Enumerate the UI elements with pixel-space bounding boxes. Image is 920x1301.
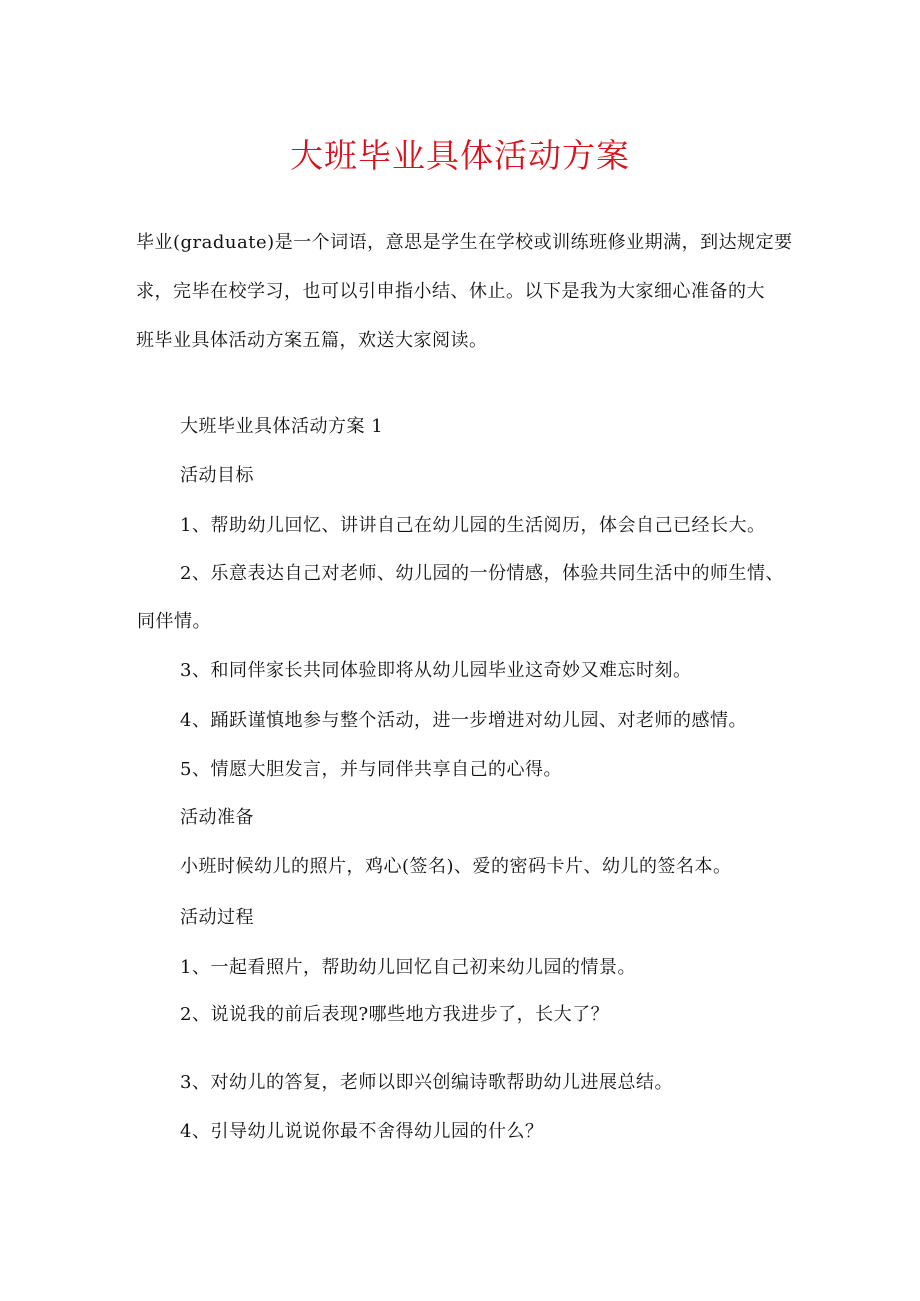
process-item: 1、一起看照片，帮助幼儿回忆自己初来幼儿园的情景。 [180, 957, 636, 978]
section-heading: 大班毕业具体活动方案 1 [180, 416, 384, 437]
prep-heading: 活动准备 [180, 807, 254, 828]
process-item: 3、对幼儿的答复，老师以即兴创编诗歌帮助幼儿进展总结。 [180, 1072, 673, 1093]
process-item: 4、引导幼儿说说你最不舍得幼儿园的什么？ [180, 1121, 544, 1142]
goal-item: 5、情愿大胆发言，并与同伴共享自己的心得。 [180, 759, 562, 780]
document-title: 大班毕业具体活动方案 [290, 136, 630, 175]
goal-item: 1、帮助幼儿回忆、讲讲自己在幼儿园的生活阅历，体会自己已经长大。 [180, 515, 766, 536]
intro-line: 班毕业具体活动方案五篇，欢送大家阅读。 [136, 330, 488, 351]
process-item: 2、说说我的前后表现?哪些地方我进步了，长大了？ [180, 1004, 610, 1025]
goals-heading: 活动目标 [180, 465, 254, 486]
intro-line: 毕业(graduate)是一个词语，意思是学生在学校或训练班修业期满，到达规定要 [136, 232, 793, 253]
goal-item: 4、踊跃谨慎地参与整个活动，进一步增进对幼儿园、对老师的感情。 [180, 710, 747, 731]
process-heading: 活动过程 [180, 907, 254, 928]
prep-text: 小班时候幼儿的照片，鸡心(签名)、爱的密码卡片、幼儿的签名本。 [180, 856, 732, 877]
intro-paragraph [136, 218, 796, 365]
goal-item: 3、和同伴家长共同体验即将从幼儿园毕业这奇妙又难忘时刻。 [180, 660, 692, 681]
goal-item: 2、乐意表达自己对老师、幼儿园的一份情感，体验共同生活中的师生情、 [180, 563, 784, 584]
goal-item-continuation: 同伴情。 [137, 611, 211, 632]
intro-line: 求，完毕在校学习，也可以引申指小结、休止。以下是我为大家细心准备的大 [136, 281, 765, 302]
